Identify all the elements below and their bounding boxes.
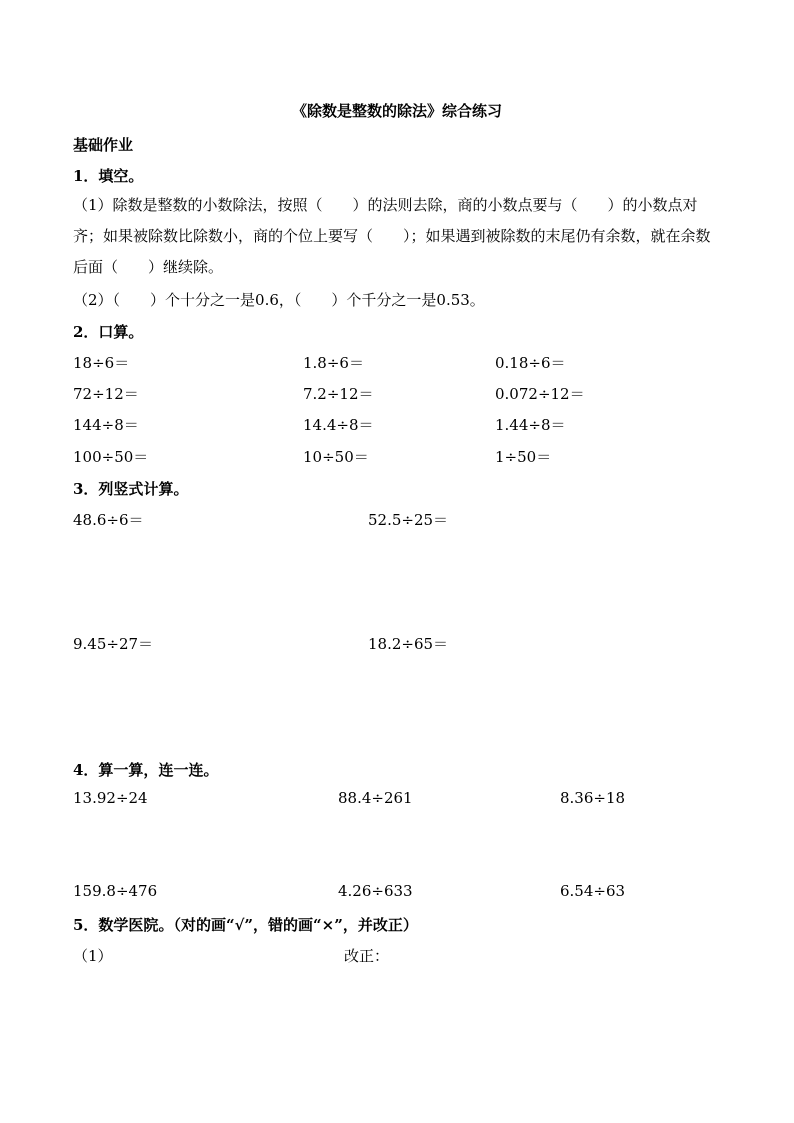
mental-calc-item: 1÷50＝	[495, 448, 552, 466]
mental-calc-item: 14.4÷8＝	[303, 416, 374, 434]
match-item: 6.54÷63	[560, 882, 626, 900]
mental-calc-item: 72÷12＝	[73, 385, 139, 403]
q1-part1-text: （1）除数是整数的小数除法，按照（ ）的法则去除，商的小数点要与（ ）的小数点对齐；如果被除数比除数小，商的个位上要写（ ）；如果遇到被除数的末尾仍有余数，就在余数后面（ ）继续除。	[73, 196, 711, 276]
mental-calc-item: 7.2÷12＝	[303, 385, 374, 403]
mental-calc-item: 0.072÷12＝	[495, 385, 585, 403]
q2-heading: 2．口算。	[73, 323, 144, 341]
q3-heading: 3．列竖式计算。	[73, 480, 189, 498]
page-title: 《除数是整数的除法》综合练习	[291, 102, 502, 120]
q1-part2-text: （2）（ ）个十分之一是0.6，（ ）个千分之一是0.53。	[73, 291, 485, 309]
match-item: 4.26÷633	[338, 882, 413, 900]
vertical-calc-item: 52.5÷25＝	[368, 511, 449, 529]
q5-correction-label: 改正：	[344, 947, 390, 965]
q5-heading: 5．数学医院。（对的画“√”，错的画“×”，并改正）	[73, 916, 418, 934]
mental-calc-item: 10÷50＝	[303, 448, 369, 466]
q5-item-1-label: （1）	[73, 947, 113, 965]
mental-calc-item: 1.8÷6＝	[303, 354, 364, 372]
mental-calc-item: 0.18÷6＝	[495, 354, 566, 372]
mental-calc-item: 144÷8＝	[73, 416, 139, 434]
match-item: 13.92÷24	[73, 789, 148, 807]
q4-heading: 4．算一算，连一连。	[73, 761, 219, 779]
section-basic-heading: 基础作业	[73, 136, 134, 154]
vertical-calc-item: 9.45÷27＝	[73, 635, 154, 653]
mental-calc-item: 100÷50＝	[73, 448, 149, 466]
vertical-calc-item: 18.2÷65＝	[368, 635, 449, 653]
mental-calc-item: 1.44÷8＝	[495, 416, 566, 434]
match-item: 8.36÷18	[560, 789, 626, 807]
vertical-calc-item: 48.6÷6＝	[73, 511, 144, 529]
mental-calc-item: 18÷6＝	[73, 354, 130, 372]
q1-heading: 1．填空。	[73, 167, 144, 185]
match-item: 88.4÷261	[338, 789, 413, 807]
match-item: 159.8÷476	[73, 882, 158, 900]
